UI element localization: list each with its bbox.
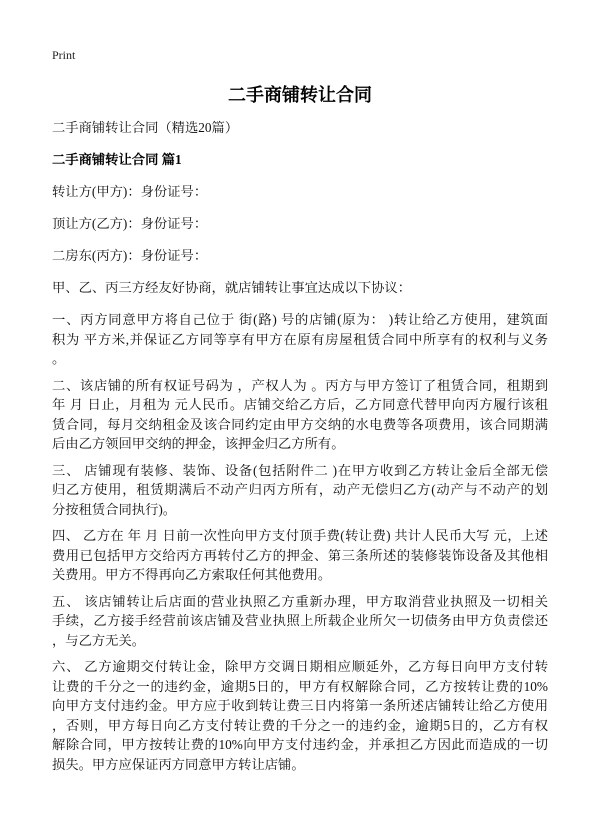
clause-line: 损失。甲方应保证丙方同意甲方转让店铺。 — [52, 756, 305, 772]
party-transferee: 顶让方(乙方)：身份证号： — [52, 216, 208, 231]
clause-6 — [52, 657, 548, 774]
clause-5 — [52, 592, 548, 651]
clause-line: 向甲方支付违约金。甲方应于收到转让费三日内将第一条所述店铺转让给乙方使用 — [52, 698, 548, 713]
party-sublandlord: 二房东(丙方)：身份证号： — [52, 248, 208, 263]
clause-line: 归乙方使用，租赁期满后不动产归丙方所有，动产无偿归乙方(动产与不动产的划 — [52, 482, 548, 497]
clause-line: 分按租赁合同执行)。 — [52, 501, 177, 517]
clause-line: 解除合同，甲方按转让费的10%向甲方支付违约金，并承担乙方因此而造成的一切 — [52, 737, 548, 752]
party-transferor: 转让方(甲方)：身份证号： — [52, 184, 208, 199]
clause-line: 。 — [52, 351, 66, 366]
clause-line: 五、 该店铺转让后店面的营业执照乙方重新办理，甲方取消营业执照及一切相关 — [52, 593, 548, 609]
clause-line: 手续，乙方接手经营前该店铺及营业执照上所载企业所欠一切债务由甲方负责偿还 — [52, 613, 548, 628]
clause-3 — [52, 461, 548, 520]
clause-line: 赁合同，每月交纳租金及该合同约定由甲方交纳的水电费等各项费用，该合同期满 — [52, 416, 548, 432]
print-link[interactable]: Print — [52, 48, 76, 62]
clause-line: 关费用。甲方不得再向乙方索取任何其他费用。 — [52, 567, 332, 582]
clause-line: 四、 乙方在 年 月 日前一次性向甲方支付顶手费(转让费) 共计人民币大写 元，上述 — [52, 528, 548, 543]
clause-line: ，否则，甲方每日向乙方支付转让费的千分之一的违约金，逾期5日的，乙方有权 — [52, 717, 548, 733]
clause-line: 后由乙方领回甲交纳的押金，该押金归乙方所有。 — [52, 436, 345, 451]
agreement-intro: 甲、乙、丙三方经友好协商，就店铺转让事宜达成以下协议： — [52, 280, 412, 295]
clause-line: 让费的千分之一的违约金，逾期5日的，甲方有权解除合同，乙方按转让费的10% — [52, 678, 548, 694]
clause-line: 一、丙方同意甲方将自己位于 街(路) 号的店铺(原为： )转让给乙方使用，建筑面 — [52, 312, 548, 327]
clause-line: 费用已包括甲方交给丙方再转付乙方的押金、第三条所述的装修装饰设备及其他相 — [52, 547, 548, 563]
clause-line: 六、 乙方逾期交付转让金，除甲方交调日期相应顺延外，乙方每日向甲方支付转 — [52, 659, 548, 674]
clause-4 — [52, 526, 548, 585]
clause-line: 积为 平方米,并保证乙方同等享有甲方在原有房屋租赁合同中所享有的权利与义务 — [52, 331, 548, 347]
clause-line: ，与乙方无关。 — [52, 632, 146, 648]
document-body — [52, 118, 548, 781]
document-subtitle: 二手商铺转让合同（精选20篇） — [52, 120, 239, 135]
section-heading: 二手商铺转让合同 篇1 — [52, 152, 182, 167]
clause-line: 三、 店铺现有装修、装饰、设备(包括附件二 )在甲方收到乙方转让金后全部无偿 — [52, 462, 548, 478]
clause-1 — [52, 310, 548, 369]
page-title: 二手商铺转让合同 — [228, 85, 372, 105]
clause-line: 二、该店铺的所有权证号码为 ，产权人为 。丙方与甲方签订了租赁合同，租期到 — [52, 377, 548, 393]
clause-2 — [52, 376, 548, 454]
clause-line: 年 月 日止，月租为 元人民币。店铺交给乙方后，乙方同意代替甲向丙方履行该租 — [52, 397, 548, 412]
